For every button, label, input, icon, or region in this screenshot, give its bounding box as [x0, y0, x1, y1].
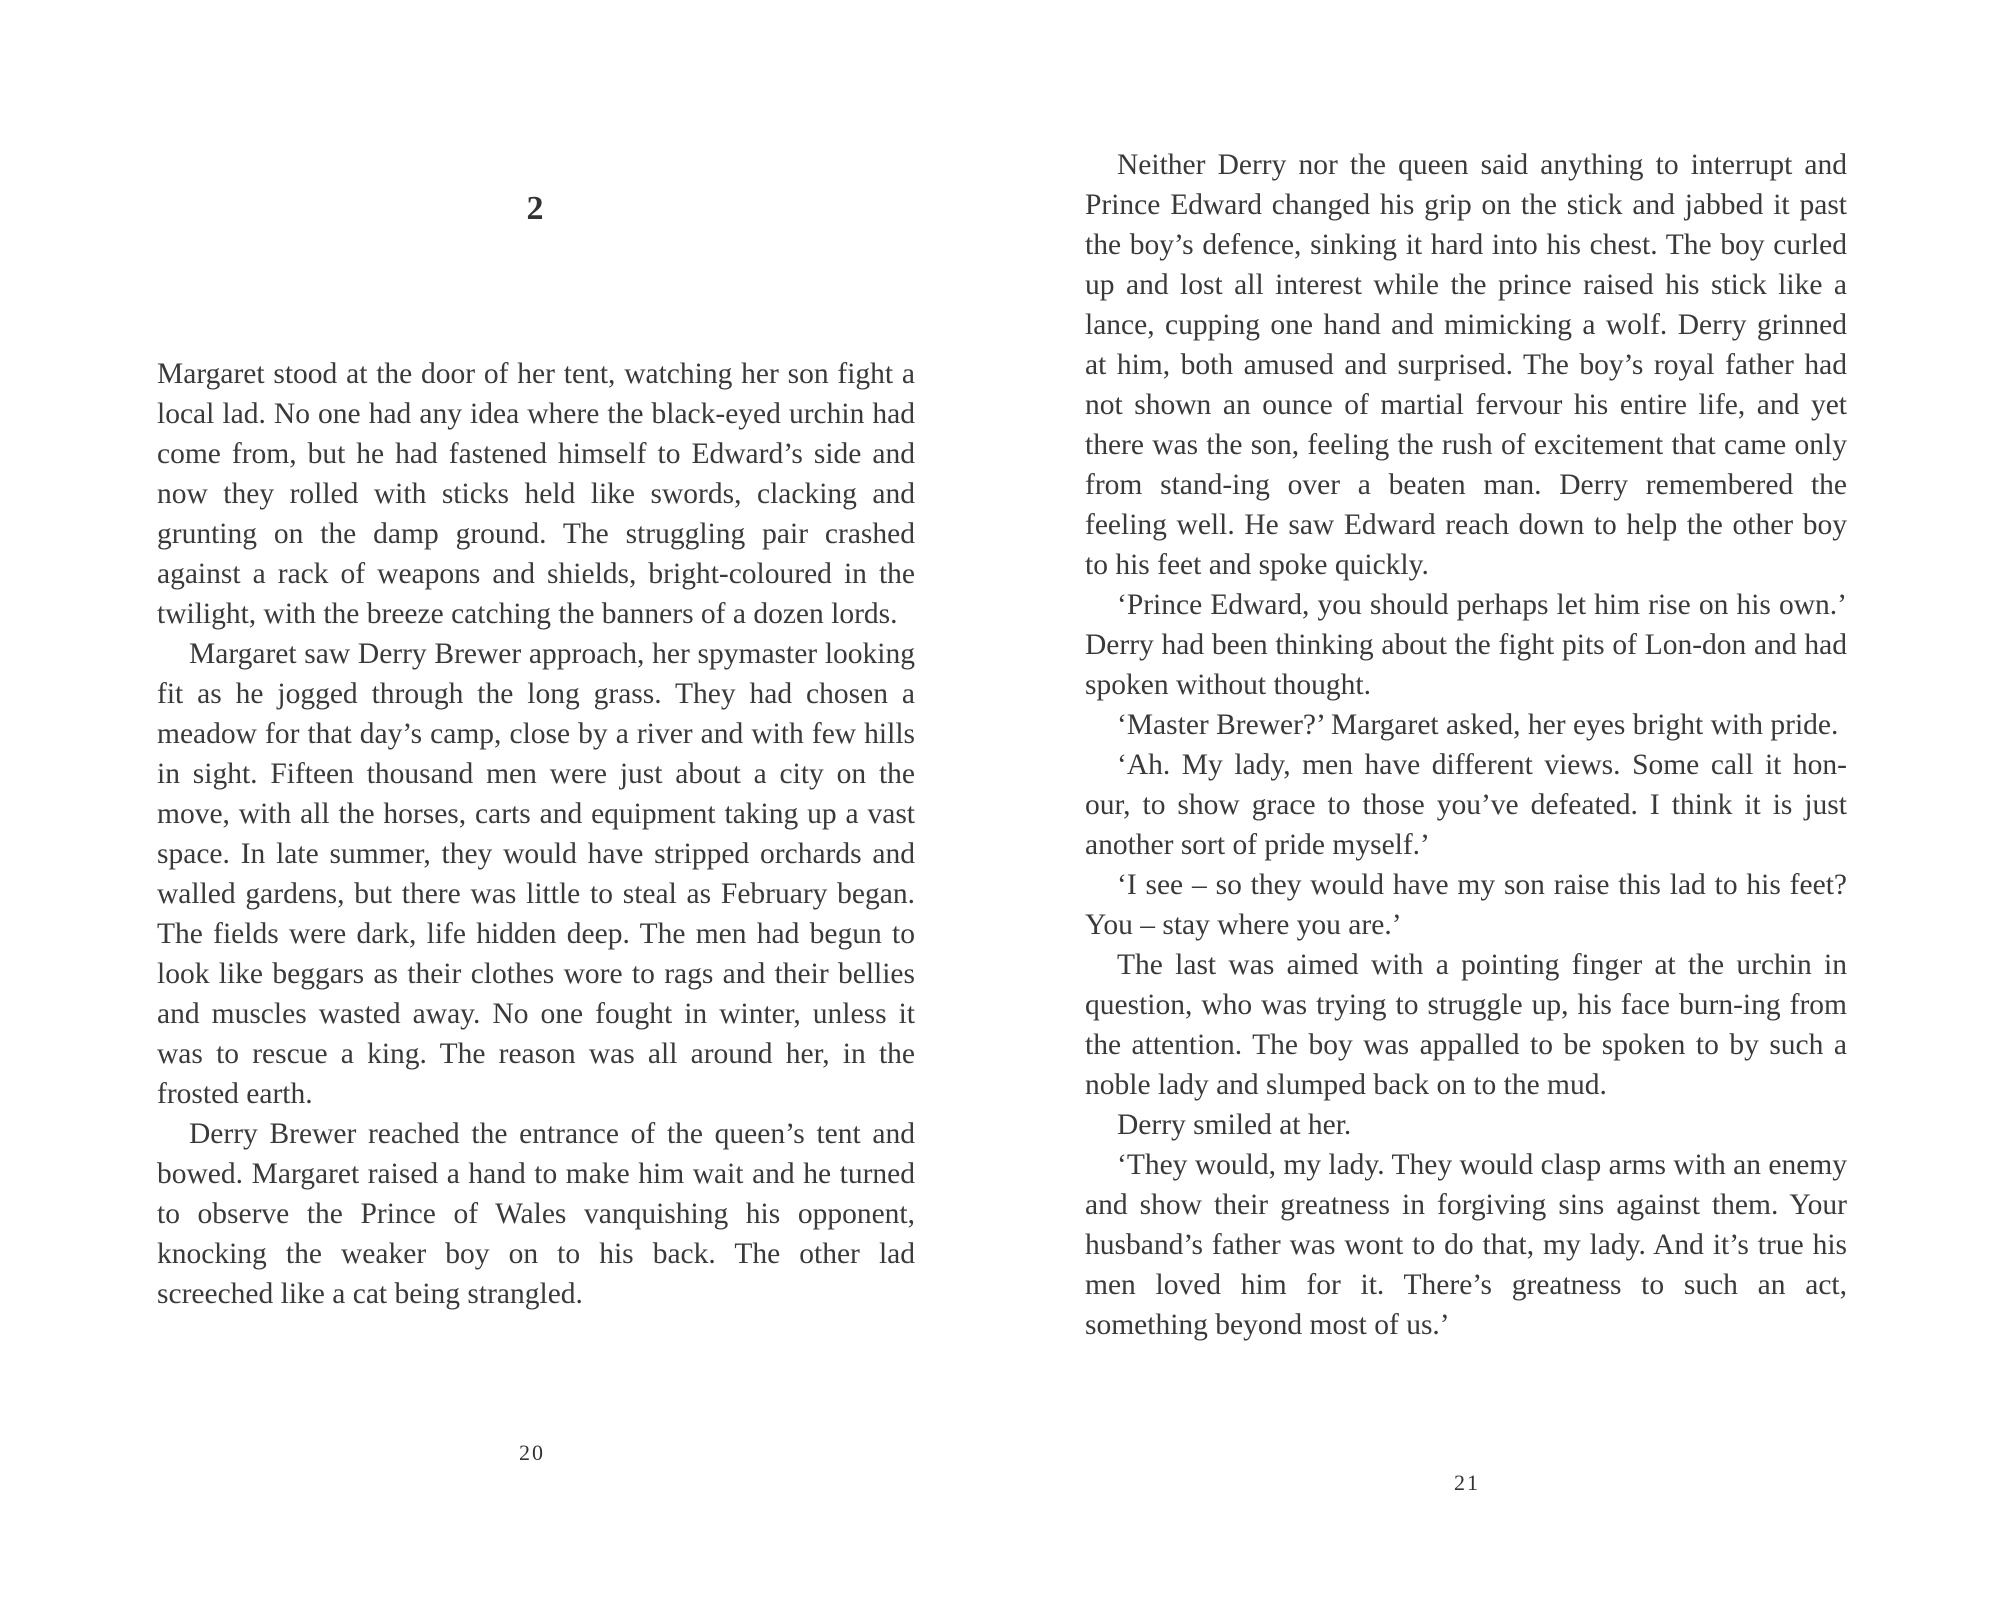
page-number: 20 [519, 1440, 545, 1465]
paragraph: Neither Derry nor the queen said anything to interrupt and Prince Edward changed his grip on the stick and jabbed it past the boy’s defence, sinking it hard into his chest. The boy curled up and lost all interest while the prince raised his stick like a lance, cupping one hand and mimicking a wolf. Derry grinned at him, both amused and surprised. The boy’s royal father had not shown an ounce of martial fervour his entire life, and yet there was the son, feeling the rush of excitement that came only from stand-ing over a beaten man. Derry remembered the feeling well. He saw Edward reach down to help the other boy to his feet and spoke quickly. [1085, 149, 1847, 581]
paragraph: Margaret stood at the door of her tent, watching her son fight a local lad. No one had any idea where the black-eyed urchin had come from, but he had fastened himself to Edward’s side and now they rolled with sticks held like swords, clacking and grunting on the damp ground. The struggling pair crashed against a rack of weapons and shields, bright-coloured in the twilight, with the breeze catching the banners of a dozen lords. [157, 358, 915, 630]
paragraph: ‘They would, my lady. They would clasp arms with an enemy and show their greatness in forgiving sins against them. Your husband’s father was wont to do that, my lady. And it’s true his men loved him for it. There’s greatness to such an act, something beyond most of us.’ [1085, 1149, 1847, 1341]
paragraph: ‘I see – so they would have my son raise this lad to his feet? You – stay where you are.’ [1085, 869, 1847, 941]
paragraph: Derry smiled at her. [1117, 1109, 1352, 1141]
paragraph: ‘Prince Edward, you should perhaps let him rise on his own.’ Derry had been thinking about the fight pits of Lon-don and had spoken without thought. [1085, 589, 1847, 701]
paragraph: The last was aimed with a pointing finger at the urchin in question, who was trying to struggle up, his face burn-ing from the attention. The boy was appalled to be spoken to by such a noble lady and slumped back on to the mud. [1085, 949, 1847, 1101]
paragraph: Derry Brewer reached the entrance of the queen’s tent and bowed. Margaret raised a hand to make him wait and he turned to observe the Prince of Wales vanquishing his opponent, knocking the weaker boy on to his back. The other lad screeched like a cat being strangled. [157, 1118, 915, 1310]
page-number: 21 [1454, 1470, 1480, 1495]
chapter-number: 2 [526, 190, 544, 227]
right-page-text [1085, 145, 1847, 1345]
left-page-text [157, 354, 915, 1314]
paragraph: Margaret saw Derry Brewer approach, her spymaster looking fit as he jogged through the long grass. They had chosen a meadow for that day’s camp, close by a river and with few hills in sight. Fifteen thousand men were just about a city on the move, with all the horses, carts and equipment taking up a vast space. In late summer, they would have stripped orchards and walled gardens, but there was little to steal as February began. The fields were dark, life hidden deep. The men had begun to look like beggars as their clothes wore to rags and their bellies and muscles wasted away. No one fought in winter, unless it was to rescue a king. The reason was all around her, in the frosted earth. [157, 638, 915, 1110]
right-page [1000, 0, 2000, 1597]
paragraph: ‘Ah. My lady, men have different views. Some call it hon-our, to show grace to those you’ve defeated. I think it is just another sort of pride myself.’ [1085, 749, 1847, 861]
paragraph: ‘Master Brewer?’ Margaret asked, her eyes bright with pride. [1117, 709, 1839, 741]
